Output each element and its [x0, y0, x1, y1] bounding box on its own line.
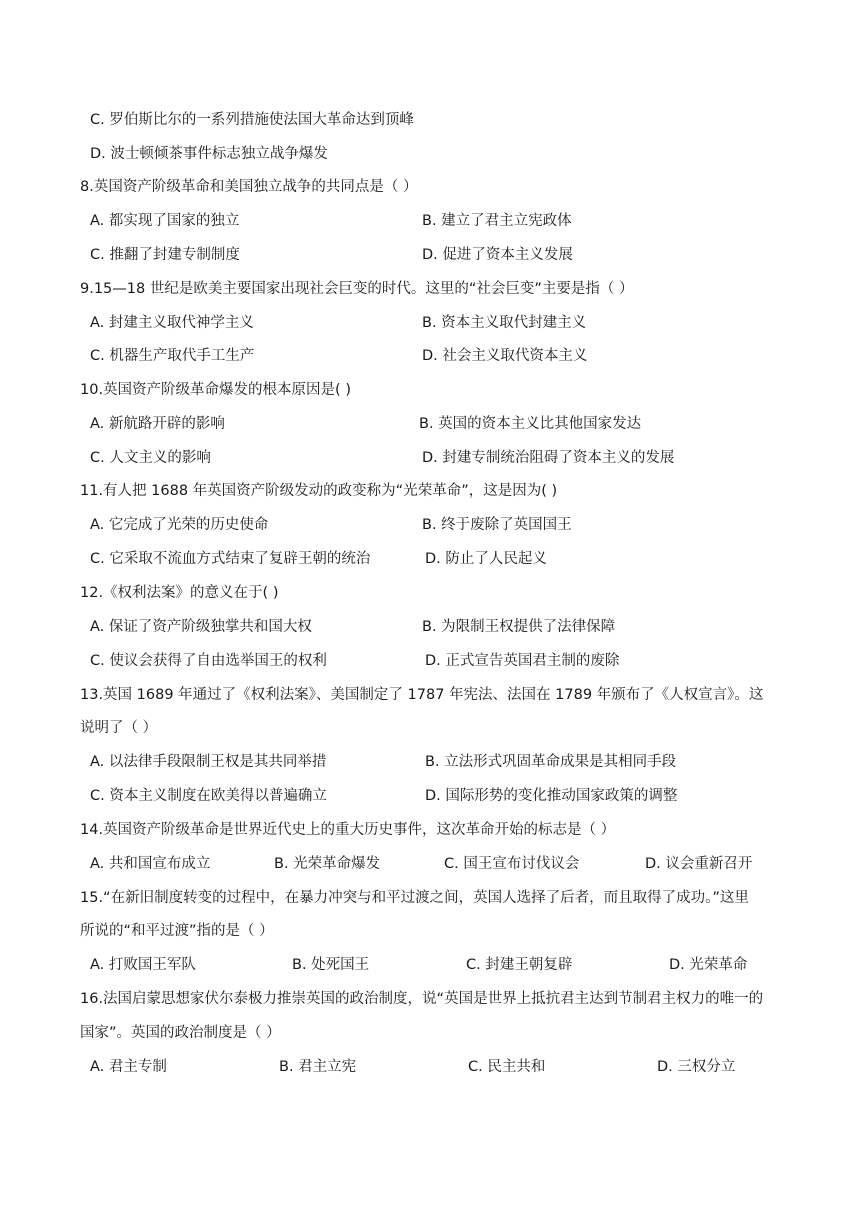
question-16-stem-line1: 16.法国启蒙思想家伏尔泰极力推崇英国的政治制度，说“英国是世界上抵抗君主达到节制君主权力的唯一的 — [80, 991, 764, 1007]
question-12-option-d: D. 正式宣告英国君主制的废除 — [425, 653, 620, 669]
question-10-stem: 10.英国资产阶级革命爆发的根本原因是( ) — [80, 382, 351, 398]
question-13-option-b: B. 立法形式巩固革命成果是其相同手段 — [425, 754, 677, 770]
question-8-option-c: C. 推翻了封建专制制度 — [90, 247, 240, 263]
question-9-option-c: C. 机器生产取代手工生产 — [90, 348, 255, 364]
question-13-stem-line1: 13.英国 1689 年通过了《权利法案》、美国制定了 1787 年宪法、法国在 1789 年颁布了《人权宣言》。这 — [80, 687, 764, 703]
question-10-option-d: D. 封建专制统治阻碍了资本主义的发展 — [422, 450, 675, 466]
question-16-stem-line2: 国家”。英国的政治制度是（ ） — [80, 1025, 281, 1041]
question-11-option-c: C. 它采取不流血方式结束了复辟王朝的统治 — [90, 551, 371, 567]
prev-option-c: C. 罗伯斯比尔的一系列措施使法国大革命达到顶峰 — [90, 112, 414, 128]
question-16-option-b: B. 君主立宪 — [279, 1059, 357, 1075]
question-9-option-d: D. 社会主义取代资本主义 — [422, 348, 588, 364]
question-13-option-c: C. 资本主义制度在欧美得以普遍确立 — [90, 788, 327, 804]
question-16-option-d: D. 三权分立 — [657, 1059, 736, 1075]
question-13-stem-line2: 说明了（ ） — [80, 720, 158, 736]
question-8-option-d: D. 促进了资本主义发展 — [422, 247, 573, 263]
question-11-option-b: B. 终于废除了英国国王 — [422, 517, 572, 533]
question-10-option-a: A. 新航路开辟的影响 — [90, 416, 225, 432]
question-16-option-a: A. 君主专制 — [90, 1059, 167, 1075]
question-15-option-d: D. 光荣革命 — [669, 957, 748, 973]
question-12-stem: 12.《权利法案》的意义在于( ) — [80, 585, 279, 601]
question-15-stem-line2: 所说的“和平过渡”指的是（ ） — [80, 923, 274, 939]
question-10-option-b: B. 英国的资本主义比其他国家发达 — [419, 416, 642, 432]
question-15-stem-line1: 15.“在新旧制度转变的过程中，在暴力冲突与和平过渡之间，英国人选择了后者，而且取得了成功。”这里 — [80, 890, 749, 906]
question-11-option-d: D. 防止了人民起义 — [425, 551, 547, 567]
question-8-option-b: B. 建立了君主立宪政体 — [422, 213, 572, 229]
question-15-option-c: C. 封建王朝复辟 — [466, 957, 573, 973]
question-9-stem: 9.15—18 世纪是欧美主要国家出现社会巨变的时代。这里的“社会巨变”主要是指（ ） — [80, 281, 634, 297]
question-9-option-b: B. 资本主义取代封建主义 — [422, 315, 587, 331]
question-12-option-a: A. 保证了资产阶级独掌共和国大权 — [90, 619, 312, 635]
question-15-option-a: A. 打败国王军队 — [90, 957, 196, 973]
question-11-option-a: A. 它完成了光荣的历史使命 — [90, 517, 269, 533]
question-10-option-c: C. 人文主义的影响 — [90, 450, 211, 466]
question-14-option-c: C. 国王宣布讨伐议会 — [444, 856, 580, 872]
question-8-stem: 8.英国资产阶级革命和美国独立战争的共同点是（ ） — [80, 179, 418, 195]
question-14-stem: 14.英国资产阶级革命是世界近代史上的重大历史事件，这次革命开始的标志是（ ） — [80, 822, 616, 838]
question-13-option-d: D. 国际形势的变化推动国家政策的调整 — [425, 788, 678, 804]
prev-option-d: D. 波士顿倾茶事件标志独立战争爆发 — [90, 146, 328, 162]
question-16-option-c: C. 民主共和 — [468, 1059, 546, 1075]
question-15-option-b: B. 处死国王 — [292, 957, 370, 973]
question-8-option-a: A. 都实现了国家的独立 — [90, 213, 240, 229]
question-12-option-b: B. 为限制王权提供了法律保障 — [422, 619, 616, 635]
question-14-option-a: A. 共和国宣布成立 — [90, 856, 211, 872]
question-14-option-d: D. 议会重新召开 — [645, 856, 753, 872]
question-14-option-b: B. 光荣革命爆发 — [274, 856, 381, 872]
question-12-option-c: C. 使议会获得了自由选举国王的权利 — [90, 653, 327, 669]
question-13-option-a: A. 以法律手段限制王权是其共同举措 — [90, 754, 327, 770]
question-9-option-a: A. 封建主义取代神学主义 — [90, 315, 254, 331]
question-11-stem: 11.有人把 1688 年英国资产阶级发动的政变称为“光荣革命”，这是因为( ) — [80, 483, 558, 499]
